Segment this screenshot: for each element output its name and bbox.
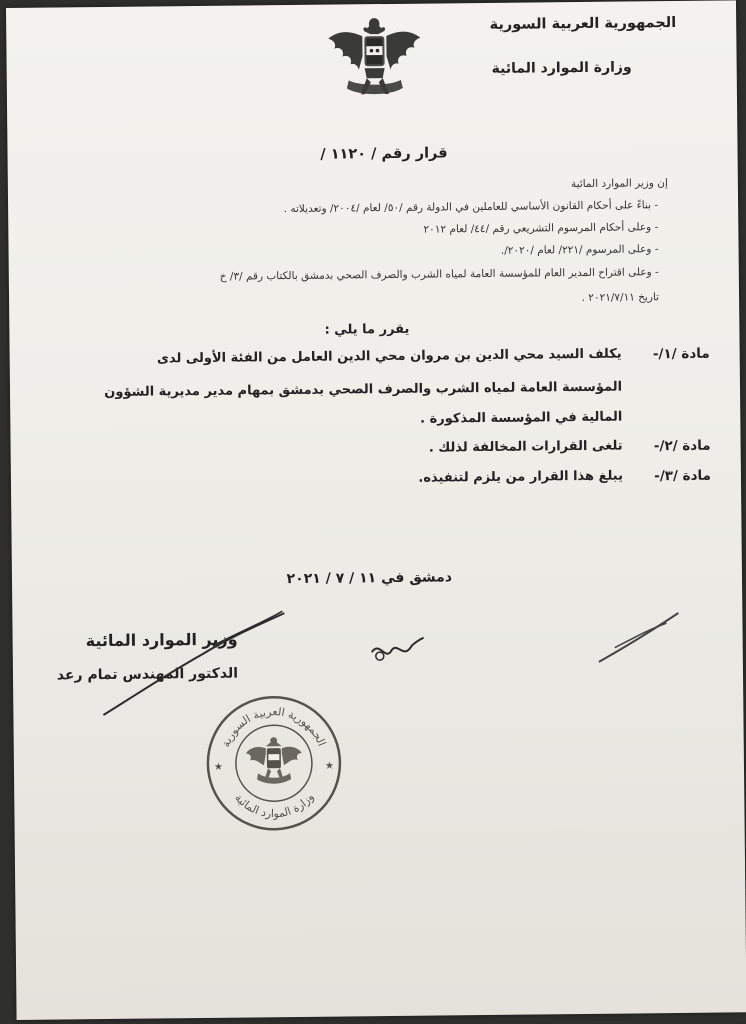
initial-mark xyxy=(368,632,428,673)
header-republic: الجمهورية العربية السورية xyxy=(489,14,677,33)
svg-text:★: ★ xyxy=(324,760,334,772)
preamble-line-3: - وعلى أحكام المرسوم التشريعي رقم /٤٤/ لعام ٢٠١٢ xyxy=(423,221,659,236)
decision-title: قرار رقم / ١١٢٠ / xyxy=(320,145,448,163)
preamble-line-2: - بناءً على أحكام القانون الأساسي للعاملين في الدولة رقم /٥٠/ لعام /٢٠٠٤/ وتعديلاته . xyxy=(283,199,659,216)
document-page xyxy=(6,0,746,1020)
side-initial-mark xyxy=(594,607,685,668)
header-ministry: وزارة الموارد المائية xyxy=(491,59,632,77)
signature-name: الدكتور المهندس تمام رعد xyxy=(56,665,239,684)
preamble-line-6: تاريخ ٢٠٢١/٧/١١ . xyxy=(581,291,660,304)
preamble-line-1: إن وزير الموارد المائية xyxy=(570,177,668,191)
article-1-line-1: يكلف السيد محي الدين بن مروان محي الدين العامل من الفئة الأولى لدى xyxy=(156,346,622,367)
article-1-line-3: المالية في المؤسسة المذكورة . xyxy=(420,409,623,427)
date-line: دمشق في ١١ / ٧ / ٢٠٢١ xyxy=(286,569,453,588)
preamble-line-5: - وعلى اقتراح المدير العام للمؤسسة العامة لمياه الشرب والصرف الصحي بدمشق بالكتاب رقم /٣/ خ xyxy=(219,266,659,283)
decides-heading: يقرر ما يلي : xyxy=(324,321,410,338)
article-2-label: مادة /٢/- xyxy=(653,437,711,455)
svg-text:★: ★ xyxy=(213,761,223,773)
stamp-bottom-text: وزارة الموارد المائية xyxy=(232,790,317,821)
official-stamp xyxy=(203,693,344,834)
article-3-label: مادة /٣/- xyxy=(654,467,712,485)
signature-title: وزير الموارد المائية xyxy=(85,629,238,651)
syrian-eagle-emblem xyxy=(324,16,425,109)
article-2-line-1: تلغى القرارات المخالفة لذلك . xyxy=(428,438,623,456)
article-1-label: مادة /١/- xyxy=(652,345,710,363)
article-1-line-2: المؤسسة العامة لمياه الشرب والصرف الصحي بدمشق بمهام مدير مديرية الشؤون xyxy=(104,379,623,400)
preamble-line-4: - وعلى المرسوم /٢٢١/ لعام /٢٠٢٠/. xyxy=(500,243,659,257)
stamp-top-text: الجمهورية العربية السورية xyxy=(219,705,329,749)
article-3-line-1: يبلغ هذا القرار من يلزم لتنفيذه. xyxy=(418,468,624,486)
